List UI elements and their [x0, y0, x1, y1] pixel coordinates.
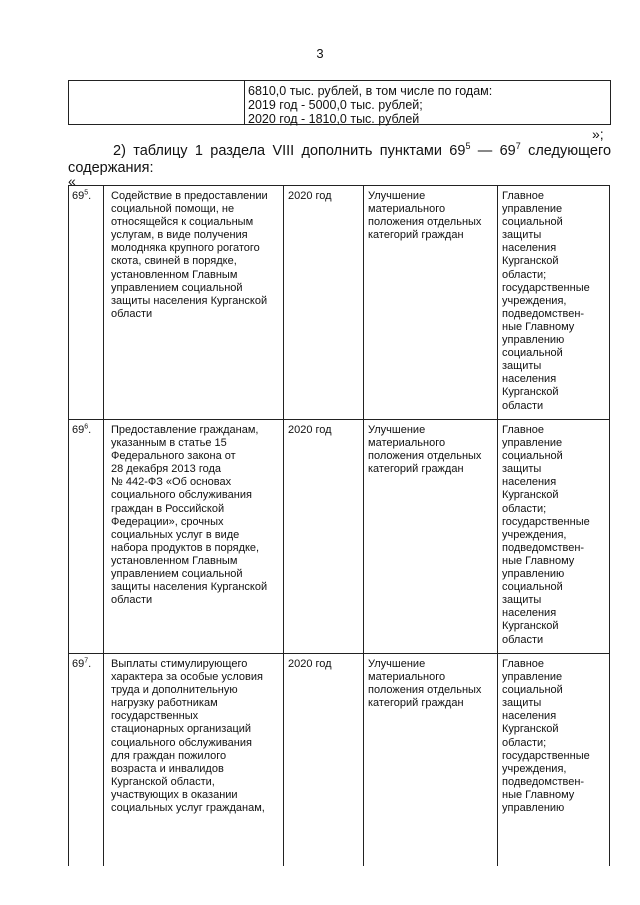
measure-responsible-line: Курганской [502, 255, 559, 268]
measure-responsible-line: области; [502, 736, 547, 749]
funding-lines [248, 84, 606, 126]
measure-responsible-line: населения [502, 710, 557, 723]
measure-responsible-line: управление [502, 203, 563, 216]
measure-description-line: 28 декабря 2013 года [111, 463, 222, 476]
measure-goal-line: Улучшение [368, 190, 426, 202]
measure-description-line: защиты населения Курганской [111, 581, 268, 594]
table-row [69, 186, 609, 420]
measure-description-line: управлением социальной [111, 568, 243, 581]
item-number-base: 69 [72, 190, 85, 202]
item-number [72, 424, 102, 437]
measure-responsible [502, 424, 606, 647]
measure-responsible-line: защиты [502, 463, 542, 476]
measure-year: 2020 год [288, 658, 332, 670]
amendment-sup: 7 [515, 141, 521, 152]
measure-goal [368, 190, 498, 242]
measure-responsible-line: защиты [502, 229, 542, 242]
measure-description-line: Содействие в предоставлении [111, 190, 268, 202]
measure-description-line: стационарных организаций [111, 723, 252, 736]
measure-description-line: для граждан пожилого [111, 749, 227, 762]
item-number [72, 658, 102, 671]
measure-description-line: социальных услуг гражданам, [111, 802, 265, 815]
measure-responsible-line: подведомствен- [502, 775, 585, 788]
measure-goal-line: положения отдельных [368, 216, 482, 229]
measure-year: 2020 год [288, 190, 332, 202]
measure-responsible [502, 658, 606, 815]
measure-responsible-line: Курганской [502, 620, 559, 633]
measure-responsible-line: области; [502, 268, 547, 281]
measure-responsible-line: защиты [502, 594, 542, 607]
measure-description-line: скота, свиней в порядке, [111, 255, 237, 268]
measure-description-line: молодняка крупного рогатого [111, 242, 260, 255]
measure-responsible-line: управлению [502, 802, 565, 815]
measure-description-line: социального обслуживания [111, 736, 252, 749]
measure-description [111, 658, 283, 815]
measure-description-line: граждан в Российской [111, 502, 225, 515]
item-number-sup: 7 [84, 657, 89, 665]
measure-responsible-line: подведомствен- [502, 307, 585, 320]
measure-responsible-line: области; [502, 502, 547, 515]
measure-goal-line: положения отдельных [368, 450, 482, 463]
item-number-suffix: . [88, 424, 92, 436]
measure-responsible-line: Главное [502, 190, 545, 202]
measure-responsible-line: ные Главному [502, 320, 575, 333]
measure-description-line: социальной помощи, не [111, 203, 235, 216]
measure-responsible-line: государственные [502, 515, 590, 528]
measure-description-line: характера за особые условия [111, 671, 263, 684]
item-number-base: 69 [72, 424, 85, 436]
measure-responsible-line: социальной [502, 450, 563, 463]
measure-responsible-line: ные Главному [502, 788, 575, 801]
measure-responsible-line: Курганской [502, 723, 559, 736]
amendment-text-before: 2) таблицу 1 раздела VIII дополнить пунктами 69 [113, 143, 466, 159]
measure-description-line: установленном Главным [111, 268, 238, 281]
measure-responsible-line: управление [502, 671, 563, 684]
item-number-base: 69 [72, 658, 85, 670]
amendment-text-after: следующего содержания: [68, 143, 612, 176]
measure-responsible-line: учреждения, [502, 762, 567, 775]
measure-description-line: области [111, 307, 153, 320]
item-number-suffix: . [88, 658, 92, 670]
measure-description-line: социального обслуживания [111, 489, 252, 502]
measure-goal [368, 424, 498, 476]
measure-responsible-line: области [502, 399, 544, 412]
measure-description-line: социальных услуг в виде [111, 528, 240, 541]
table-row [69, 654, 609, 866]
measure-description [111, 190, 283, 321]
measure-description-line: области [111, 594, 153, 607]
measure-description-line: установленном Главным [111, 554, 238, 567]
measure-responsible-line: управлению [502, 334, 565, 347]
measure-description-line: участвующих в оказании [111, 788, 238, 801]
measure-goal-line: материального [368, 437, 446, 450]
funding-line: 2019 год - 5000,0 тыс. рублей; [248, 98, 423, 112]
table-row [69, 420, 609, 654]
measure-responsible-line: области [502, 633, 544, 646]
measure-goal-line: материального [368, 671, 446, 684]
measure-responsible-line: Курганской [502, 386, 559, 399]
measure-description-line: относящейся к социальным [111, 216, 254, 229]
measure-goal-line: Улучшение [368, 424, 426, 436]
measure-description-line: Выплаты стимулирующего [111, 658, 248, 670]
measure-responsible-line: социальной [502, 581, 563, 594]
measure-description-line: услугам, в виде получения [111, 229, 248, 242]
measure-description-line: нагрузку работникам [111, 697, 218, 710]
item-number-suffix: . [88, 190, 92, 202]
measure-year: 2020 год [288, 424, 332, 436]
measure-description-line: труда и дополнительную [111, 684, 238, 697]
measure-responsible-line: управлению [502, 568, 565, 581]
measure-description-line: возраста и инвалидов [111, 762, 224, 775]
measure-description-line: управлением социальной [111, 281, 243, 294]
page-number: 3 [316, 46, 324, 61]
measure-responsible [502, 190, 606, 413]
measure-responsible-line: государственные [502, 749, 590, 762]
measure-goal-line: материального [368, 203, 446, 216]
measure-responsible-line: учреждения, [502, 528, 567, 541]
measures-table [68, 185, 610, 866]
measure-responsible-line: Главное [502, 424, 545, 436]
measure-responsible-line: учреждения, [502, 294, 567, 307]
measure-responsible-line: управление [502, 437, 563, 450]
measure-responsible-line: государственные [502, 281, 590, 294]
measure-responsible-line: населения [502, 476, 557, 489]
measure-responsible-line: населения [502, 607, 557, 620]
measure-description-line: Федерального закона от [111, 450, 236, 463]
measure-responsible-line: защиты [502, 697, 542, 710]
item-number-sup: 6 [84, 423, 89, 431]
amendment-sup: 5 [465, 141, 471, 152]
measure-goal-line: категорий граждан [368, 697, 464, 710]
measure-responsible-line: Главное [502, 658, 545, 670]
measure-description-line: защиты населения Курганской [111, 294, 268, 307]
measure-goal [368, 658, 498, 710]
measure-goal-line: Улучшение [368, 658, 426, 670]
measure-responsible-line: населения [502, 373, 557, 386]
funding-line: 2020 год - 1810,0 тыс. рублей [248, 112, 420, 126]
measure-description-line: № 442-ФЗ «Об основах [111, 476, 232, 489]
funding-line: 6810,0 тыс. рублей, в том числе по годам: [248, 84, 493, 98]
measure-description-line: указанным в статье 15 [111, 437, 227, 450]
measure-description-line: государственных [111, 710, 199, 723]
opening-quote: « [68, 173, 76, 189]
measure-responsible-line: населения [502, 242, 557, 255]
measure-description-line: Федерации», срочных [111, 515, 224, 528]
measure-description [111, 424, 283, 607]
measure-goal-line: категорий граждан [368, 229, 464, 242]
measure-goal-line: категорий граждан [368, 463, 464, 476]
measure-responsible-line: социальной [502, 347, 563, 360]
item-number-sup: 5 [84, 189, 89, 197]
measure-description-line: Курганской области, [111, 775, 215, 788]
measure-responsible-line: подведомствен- [502, 541, 585, 554]
measure-description-line: набора продуктов в порядке, [111, 541, 260, 554]
continuation-table [68, 80, 611, 125]
amendment-paragraph [68, 143, 611, 177]
measure-description-line: Предоставление гражданам, [111, 424, 259, 436]
item-number [72, 190, 102, 203]
measure-goal-line: положения отдельных [368, 684, 482, 697]
column-divider [244, 81, 245, 124]
measure-responsible-line: ные Главному [502, 554, 575, 567]
measure-responsible-line: защиты [502, 360, 542, 373]
closing-quote: »; [592, 126, 604, 142]
measure-responsible-line: Курганской [502, 489, 559, 502]
amendment-text-middle: — 69 [470, 143, 516, 159]
measure-responsible-line: социальной [502, 216, 563, 229]
measure-responsible-line: социальной [502, 684, 563, 697]
